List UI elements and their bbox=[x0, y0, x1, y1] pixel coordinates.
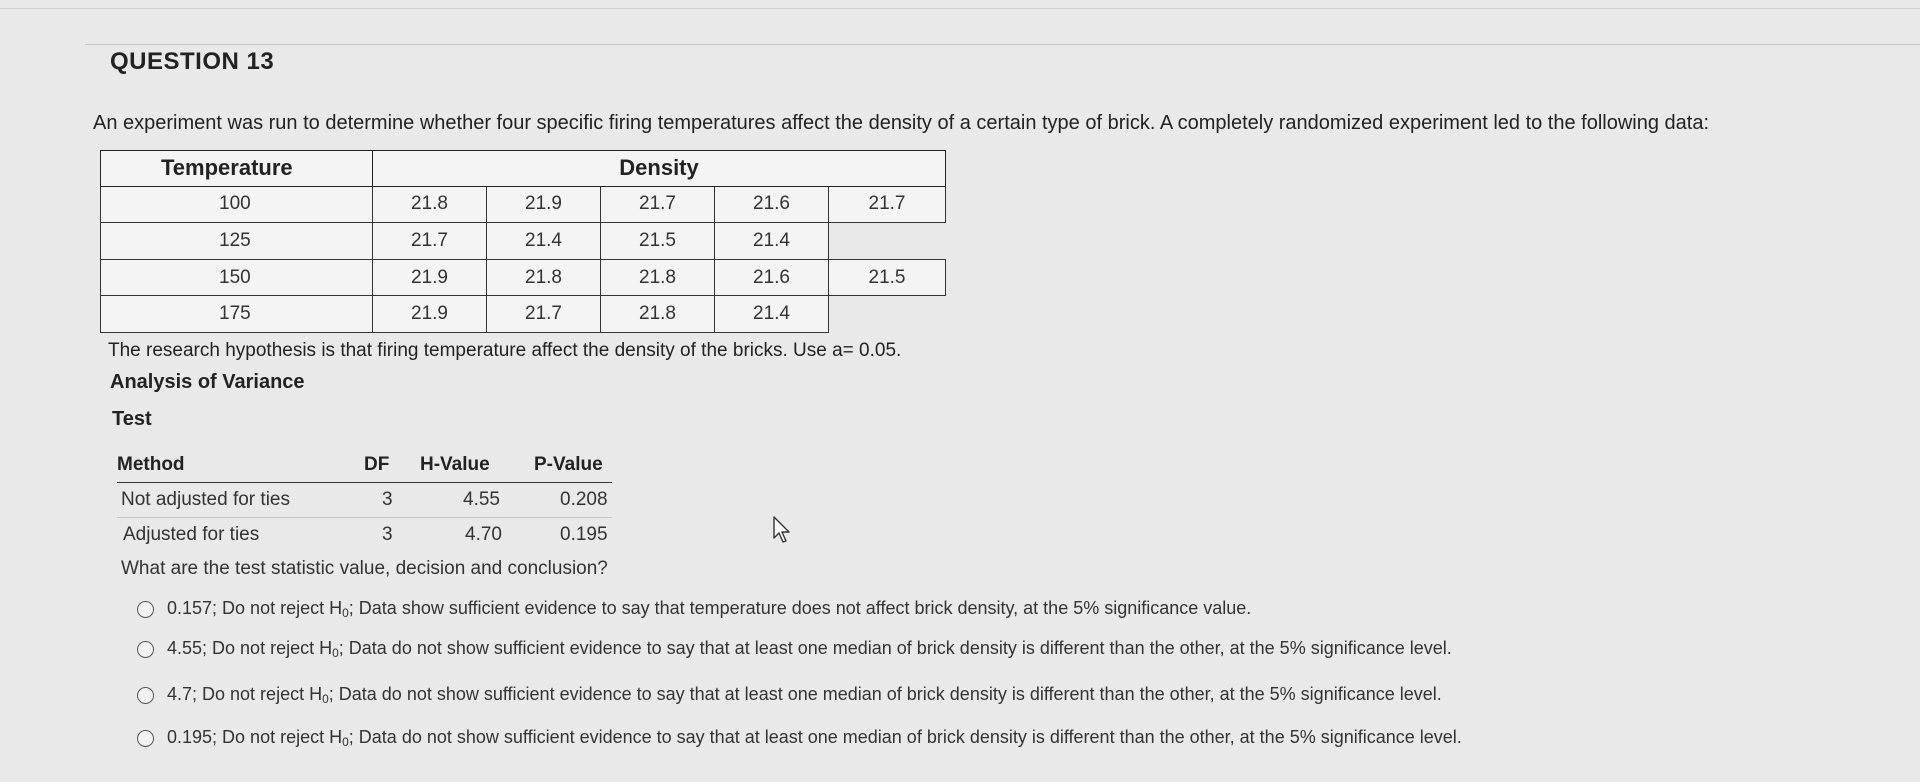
answer-option-2[interactable] bbox=[137, 638, 1452, 660]
hypothesis-text: The research hypothesis is that firing temperature affect the density of the bricks. Use a= 0.05. bbox=[108, 340, 902, 361]
empty-cell bbox=[829, 296, 946, 333]
temperature-cell: 100 bbox=[101, 186, 373, 223]
empty-cell bbox=[829, 223, 946, 260]
table-row bbox=[117, 483, 612, 518]
temperature-header: Temperature bbox=[101, 151, 373, 187]
method-cell: Adjusted for ties bbox=[123, 524, 260, 545]
density-cell: 21.5 bbox=[829, 259, 946, 296]
analysis-title: Analysis of Variance bbox=[110, 371, 305, 393]
density-cell: 21.8 bbox=[487, 259, 601, 296]
density-data-table bbox=[100, 150, 946, 333]
answer-option-4[interactable] bbox=[137, 727, 1462, 749]
table-row bbox=[101, 259, 946, 296]
answer-option-1[interactable] bbox=[137, 598, 1251, 620]
density-cell: 21.7 bbox=[829, 186, 946, 223]
question-intro: An experiment was run to determine whether four specific firing temperatures affect the density of a certain type of brick. A completely randomized experiment led to the following data: bbox=[93, 112, 1710, 134]
df-cell: 3 bbox=[382, 524, 393, 545]
h-value-cell: 4.70 bbox=[465, 524, 502, 545]
temperature-cell: 125 bbox=[101, 223, 373, 260]
table-row bbox=[117, 518, 612, 552]
p-value-cell: 0.195 bbox=[560, 524, 608, 545]
density-cell: 21.6 bbox=[715, 259, 829, 296]
h-value-header: H-Value bbox=[420, 454, 490, 475]
density-cell: 21.8 bbox=[601, 296, 715, 333]
option-text: 4.7; Do not reject $H_0$; Data do not show sufficient evidence to say that at least one median of brick density is different than the other, at the 5% significance level. bbox=[167, 684, 1442, 706]
method-header: Method bbox=[117, 454, 185, 475]
density-cell: 21.8 bbox=[601, 259, 715, 296]
density-cell: 21.9 bbox=[373, 259, 487, 296]
density-cell: 21.7 bbox=[373, 223, 487, 260]
table-header-row bbox=[101, 151, 946, 187]
table-row bbox=[101, 186, 946, 223]
results-table bbox=[117, 450, 612, 552]
density-cell: 21.7 bbox=[601, 186, 715, 223]
density-header: Density bbox=[373, 151, 946, 187]
radio-button-icon[interactable] bbox=[137, 687, 154, 704]
density-cell: 21.8 bbox=[373, 186, 487, 223]
method-cell: Not adjusted for ties bbox=[121, 489, 290, 510]
density-cell: 21.4 bbox=[715, 296, 829, 333]
density-cell: 21.5 bbox=[601, 223, 715, 260]
temperature-cell: 150 bbox=[101, 259, 373, 296]
option-text: 0.195; Do not reject $H_0$; Data do not show sufficient evidence to say that at least one median of brick density is different than the other, at the 5% significance level. bbox=[167, 727, 1462, 749]
radio-button-icon[interactable] bbox=[137, 730, 154, 747]
test-title: Test bbox=[112, 408, 152, 430]
option-text: 4.55; Do not reject $H_0$; Data do not show sufficient evidence to say that at least one median of brick density is different than the other, at the 5% significance level. bbox=[167, 638, 1452, 660]
p-value-cell: 0.208 bbox=[560, 489, 608, 510]
h-value-cell: 4.55 bbox=[463, 489, 500, 510]
question-prompt: What are the test statistic value, decision and conclusion? bbox=[121, 558, 608, 579]
temperature-cell: 175 bbox=[101, 296, 373, 333]
question-separator bbox=[85, 44, 1920, 45]
table-row bbox=[101, 296, 946, 333]
density-cell: 21.9 bbox=[373, 296, 487, 333]
density-cell: 21.4 bbox=[715, 223, 829, 260]
radio-button-icon[interactable] bbox=[137, 641, 154, 658]
mouse-pointer-icon bbox=[772, 516, 794, 544]
df-header: DF bbox=[364, 454, 390, 475]
p-value-header: P-Value bbox=[534, 454, 603, 475]
density-cell: 21.4 bbox=[487, 223, 601, 260]
answer-option-3[interactable] bbox=[137, 684, 1442, 706]
density-cell: 21.7 bbox=[487, 296, 601, 333]
table-row bbox=[101, 223, 946, 260]
question-title: QUESTION 13 bbox=[110, 48, 275, 75]
top-border bbox=[0, 8, 1920, 9]
radio-button-icon[interactable] bbox=[137, 601, 154, 618]
density-cell: 21.6 bbox=[715, 186, 829, 223]
results-header-row bbox=[117, 450, 612, 483]
density-cell: 21.9 bbox=[487, 186, 601, 223]
df-cell: 3 bbox=[382, 489, 393, 510]
option-text: 0.157; Do not reject $H_0$; Data show sufficient evidence to say that temperature does not affect brick density, at the 5% significance value. bbox=[167, 598, 1252, 620]
